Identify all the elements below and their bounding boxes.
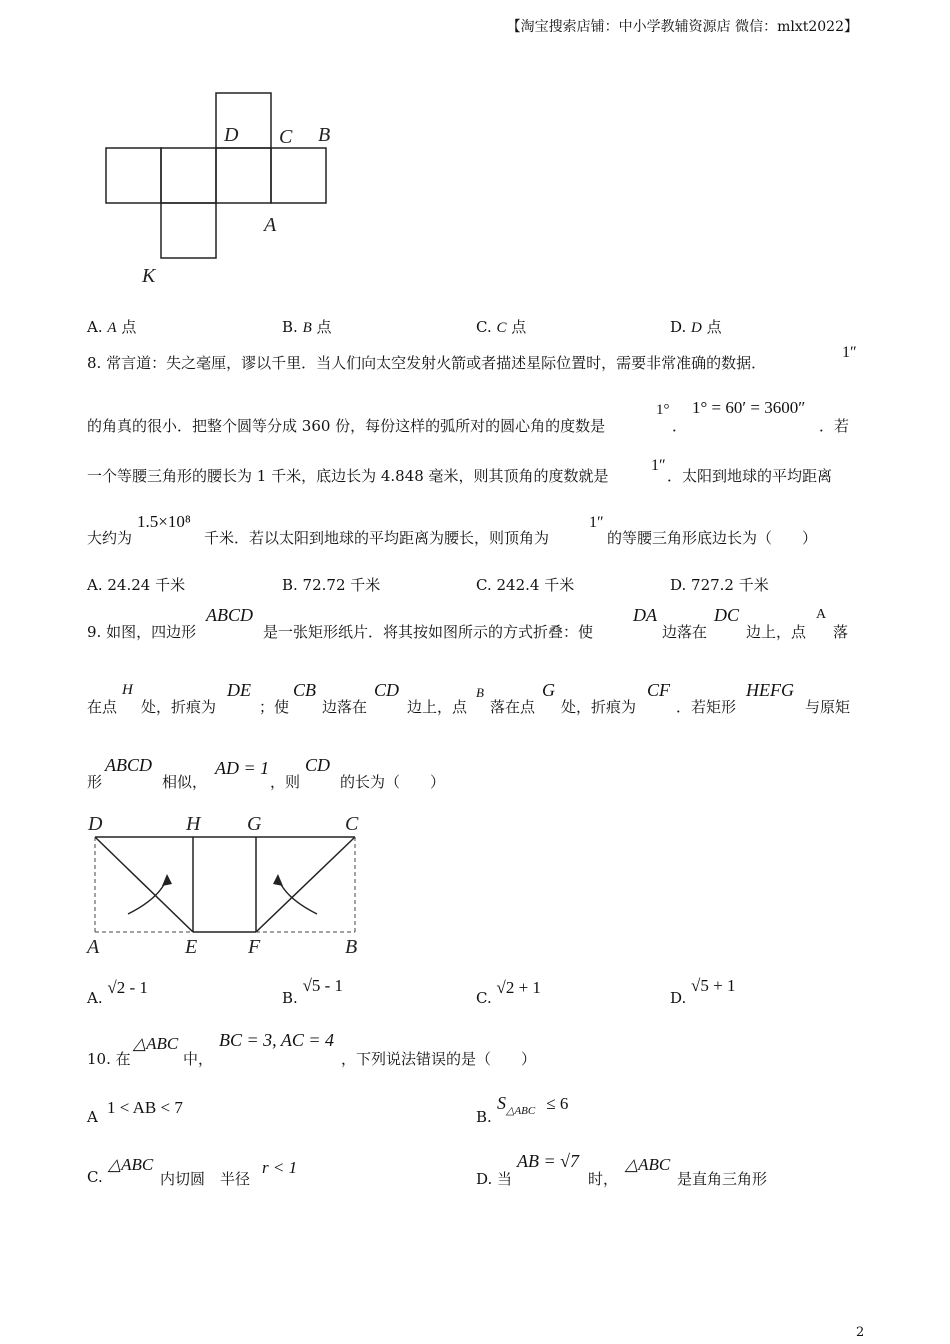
q8-line3-tail: ．太阳到地球的平均距离 — [667, 467, 833, 485]
q8-line4-tail: 的等腰三角形底边长为（ ） — [607, 529, 818, 547]
fold-label-a: A — [87, 936, 100, 958]
q10-option-d-m2: △ABC — [625, 1155, 671, 1174]
q9-option-a[interactable]: A. √2 - 1 — [87, 978, 148, 1007]
cube-net-figure — [95, 85, 355, 290]
q8-line4-mid: 千米．若以太阳到地球的平均距离为腰长，则顶角为 — [204, 529, 550, 547]
q9-l2-b: 处，折痕为 — [141, 698, 217, 716]
fold-label-e: E — [185, 936, 198, 958]
q8-option-b[interactable]: B. 72.72 千米 — [282, 576, 381, 594]
fold-label-g: G — [247, 813, 262, 835]
q9-l2-m5: B — [476, 685, 484, 700]
q10-l1-m2: BC = 3, AC = 4 — [219, 1030, 334, 1050]
q9-l2-m4: CD — [374, 680, 400, 700]
q8-line4-text: 大约为 — [87, 529, 133, 547]
q7-option-d[interactable]: D. D 点 — [670, 318, 722, 336]
fold-label-d: D — [88, 813, 103, 835]
q9-l2-m7: CF — [647, 680, 671, 700]
q9-option-b[interactable]: B. √5 - 1 — [282, 976, 344, 1007]
net-label-k: K — [142, 265, 156, 287]
page-header: 【淘宝搜索店铺：中小学教辅资源店 微信：mlxt2022】 — [506, 19, 858, 35]
q9-l2-f: 落在点 — [490, 698, 536, 716]
q9-l1-c: 边落在 — [662, 623, 708, 641]
q8-line3-math: 1″ — [651, 457, 666, 474]
net-label-a: A — [264, 214, 277, 236]
q9-l3-c: ，则 — [270, 773, 301, 791]
q10-option-c-m2: r < 1 — [262, 1158, 298, 1177]
q9-l2-a: 在点 — [87, 698, 118, 716]
q10-option-a-math[interactable]: 1 < AB < 7 — [107, 1098, 183, 1117]
q10-option-c-text: 内切圆 半径 — [160, 1170, 251, 1188]
q9-l1-e: 落 — [833, 623, 849, 641]
q10-option-a-letter[interactable]: A — [87, 1108, 98, 1126]
q8-line2-math2: 1° = 60′ = 3600″ — [692, 398, 806, 417]
q9-l1-m4: A — [816, 607, 827, 622]
q9-l1-m3: DC — [714, 605, 740, 625]
q9-l3-m3: CD — [305, 755, 331, 775]
q9-l3-a: 形 — [87, 773, 103, 791]
q9-l3-m2: AD = 1 — [215, 758, 270, 778]
q10-option-c-m1: △ABC — [108, 1155, 154, 1174]
fold-label-b: B — [345, 936, 358, 958]
q8-line1: 8. 常言道：失之毫厘，谬以千里．当人们向太空发射火箭或者描述星际位置时，需要非常准确的数据． — [87, 354, 767, 372]
q9-l1-d: 边上，点 — [746, 623, 807, 641]
q7-option-a[interactable]: A. A 点 — [87, 318, 137, 336]
q9-l3-d: 的长为（ ） — [340, 773, 446, 791]
page-number: 2 — [856, 1325, 865, 1340]
q9-l2-m3: CB — [293, 680, 317, 700]
q10-option-d-a[interactable]: D. 当 — [476, 1170, 513, 1188]
q10-l1-m1: △ABC — [133, 1034, 179, 1053]
q9-l2-h: ．若矩形 — [676, 698, 737, 716]
net-label-d: D — [224, 124, 239, 146]
q10-l1-b: 中， — [183, 1050, 214, 1068]
q9-l2-m2: DE — [227, 680, 251, 700]
q10-option-d-m1: AB = √7 — [517, 1151, 580, 1171]
q9-l2-i: 与原矩 — [805, 698, 851, 716]
q10-l1-c: ，下列说法错误的是（ ） — [341, 1050, 537, 1068]
q9-l2-m6: G — [542, 680, 555, 700]
q7-option-b[interactable]: B. B 点 — [282, 318, 332, 336]
q9-l3-m1: ABCD — [105, 755, 152, 775]
q9-l1-m2: DA — [633, 605, 657, 625]
q8-option-d[interactable]: D. 727.2 千米 — [670, 576, 769, 594]
q8-line2-text: 的角真的很小．把整个圆等分成 360 份，每份这样的弧所对的圆心角的度数是 — [87, 417, 606, 435]
fold-label-h: H — [186, 813, 201, 835]
q8-option-c[interactable]: C. 242.4 千米 — [476, 576, 575, 594]
q9-option-c[interactable]: C. √2 + 1 — [476, 978, 541, 1007]
q9-l3-b: 相似， — [162, 773, 208, 791]
q9-l1-m1: ABCD — [206, 605, 253, 625]
q9-l2-d: 边落在 — [322, 698, 368, 716]
q9-l1-b: 是一张矩形纸片．将其按如图所示的方式折叠：使 — [263, 623, 594, 641]
q9-l2-m8: HEFG — [746, 680, 794, 700]
q8-line2-tail: ．若 — [819, 417, 850, 435]
net-label-b: B — [318, 124, 331, 146]
q10-option-d-b: 时， — [588, 1170, 619, 1188]
q10-option-d-c: 是直角三角形 — [677, 1170, 768, 1188]
net-label-c: C — [279, 126, 293, 148]
q10-l1-a: 10. 在 — [87, 1050, 131, 1068]
q8-option-a[interactable]: A. 24.24 千米 — [87, 576, 186, 594]
q8-line3-text: 一个等腰三角形的腰长为 1 千米，底边长为 4.848 毫米，则其顶角的度数就是 — [87, 467, 609, 485]
fold-label-f: F — [248, 936, 261, 958]
q8-line1-math: 1″ — [842, 344, 857, 361]
q9-l2-e: 边上，点 — [407, 698, 468, 716]
q10-option-c-letter[interactable]: C. — [87, 1168, 103, 1186]
q7-option-c[interactable]: C. C 点 — [476, 318, 527, 336]
q9-l2-c: ；使 — [259, 698, 290, 716]
fold-label-c: C — [345, 813, 359, 835]
q9-l2-g: 处，折痕为 — [561, 698, 637, 716]
q9-option-d[interactable]: D. √5 + 1 — [670, 976, 736, 1007]
q10-option-b-math[interactable]: $S_{\triangle ABC} \le 6$ — [497, 1093, 569, 1117]
q8-line2-math1: 1° — [656, 402, 670, 418]
q10-option-b-letter[interactable]: B. — [476, 1108, 492, 1126]
q9-l2-m1: H — [122, 682, 133, 698]
fold-rectangle-figure — [80, 810, 370, 960]
q8-line4-math2: 1″ — [589, 514, 604, 531]
q9-l1-a: 9. 如图，四边形 — [87, 623, 197, 641]
q8-line2-sep: ． — [672, 417, 688, 435]
q8-line4-math1: 1.5×10⁸ — [137, 512, 191, 531]
